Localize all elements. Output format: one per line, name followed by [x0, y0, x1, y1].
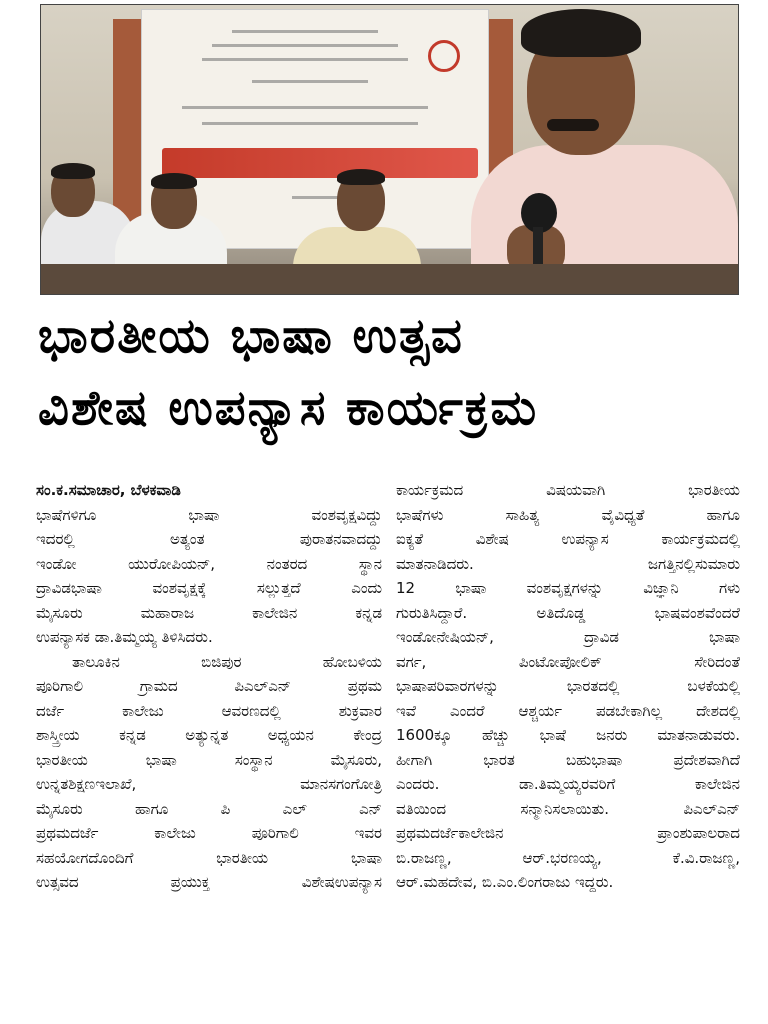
article-line: ಕಾರ್ಯಕ್ರಮದ ವಿಷಯವಾಗಿ ಭಾರತೀಯ	[396, 481, 740, 499]
headline-line-2: ವಿಶೇಷ ಉಪನ್ಯಾಸ ಕಾರ್ಯಕ್ರಮ	[38, 380, 539, 436]
article-column-right	[396, 478, 740, 895]
banner-title-strip	[162, 148, 478, 178]
article-line: ಭಾಷಾಪರಿವಾರಗಳನ್ನು ಭಾರತದಲ್ಲಿ ಬಳಕೆಯಲ್ಲಿ	[396, 677, 740, 695]
article-line: ಭಾರತೀಯ ಭಾಷಾ ಸಂಸ್ಥಾನ ಮೈಸೂರು,	[36, 750, 382, 769]
article-line: ಪ್ರಥಮದರ್ಜೆ ಕಾಲೇಜು ಪೂರಿಗಾಲಿ ಇವರ	[36, 824, 382, 842]
byline: ಸಂ.ಕ.ಸಮಾಚಾರ, ಬೆಳಕವಾಡಿ	[36, 481, 181, 499]
article-column-left	[36, 478, 382, 895]
article-line: ಉತ್ಸವದ ಪ್ರಯುಕ್ತ ವಿಶೇಷಉಪನ್ಯಾಸ	[36, 873, 382, 891]
article-line: ಎಂದರು. ಡಾ.ತಿಮ್ಮಯ್ಯರವರಿಗೆ ಕಾಲೇಜಿನ	[396, 775, 740, 793]
mustache	[547, 119, 599, 131]
article-line: ಮೈಸೂರು ಮಹಾರಾಜ ಕಾಲೇಜಿನ ಕನ್ನಡ	[36, 603, 382, 622]
article-line: ದರ್ಜೆ ಕಾಲೇಜು ಆವರಣದಲ್ಲಿ ಶುಕ್ರವಾರ	[36, 701, 382, 720]
article-line: ಇಂಡೋನೇಷಿಯನ್, ದ್ರಾವಿಡ ಭಾಷಾ	[396, 628, 740, 646]
article-line: ವತಿಯಿಂದ ಸನ್ಮಾನಿಸಲಾಯಿತು. ಪಿಎಲ್‌ಎನ್	[396, 799, 740, 818]
article-line: ಶಾಸ್ತ್ರೀಯ ಕನ್ನಡ ಅತ್ಯುನ್ನತ ಅಧ್ಯಯನ ಕೇಂದ್ರ	[36, 726, 382, 744]
article-line: ಪ್ರಥಮದರ್ಜೆಕಾಲೇಜಿನ ಪ್ರಾಂಶುಪಾಲರಾದ	[396, 824, 740, 842]
article-line: ಆರ್.ಮಹದೇವ, ಬಿ.ಎಂ.ಲಿಂಗರಾಜು ಇದ್ದರು.	[396, 873, 614, 891]
article-line: ಇವೆ ಎಂದರೆ ಆಶ್ಚರ್ಯ ಪಡಬೇಕಾಗಿಲ್ಲ ದೇಶದಲ್ಲಿ	[396, 701, 740, 720]
article-line: ಉಪನ್ಯಾಸಕ ಡಾ.ತಿಮ್ಮಯ್ಯ ತಿಳಿಸಿದರು.	[36, 628, 213, 646]
article-line: ಗುರುತಿಸಿದ್ದಾರೆ. ಅತಿದೊಡ್ಡ ಭಾಷವಂಶವೆಂದರೆ	[396, 603, 740, 622]
article-line: ಮೈಸೂರು ಹಾಗೂ ಪಿ ಎಲ್ ಎನ್	[36, 799, 382, 818]
article-line: ಉನ್ನತಶಿಕ್ಷಣಇಲಾಖೆ, ಮಾನಸಗಂಗೋತ್ರಿ	[36, 775, 382, 793]
article-line: ಬಿ.ರಾಜಣ್ಣ, ಆರ್.ಭರಣಯ್ಯ, ಕೆ.ವಿ.ರಾಜಣ್ಣ,	[396, 848, 740, 867]
article-line: 12 ಭಾಷಾ ವಂಶವೃಕ್ಷಗಳನ್ನು ವಿಜ್ಞಾನಿ ಗಳು	[396, 579, 740, 597]
article-line: ತಾಲೂಕಿನ ಬಿಜಿಪುರ ಹೋಬಳಿಯ	[72, 652, 382, 671]
article-line: ಮಾತನಾಡಿದರು. ಜಗತ್ತಿನಲ್ಲಿಸುಮಾರು	[396, 554, 740, 573]
banner-logo-icon	[428, 40, 460, 72]
headline-line-1: ಭಾರತೀಯ ಭಾಷಾ ಉತ್ಸವ	[38, 308, 464, 364]
article-line: ಐಕ್ಯತೆ ವಿಶೇಷ ಉಪನ್ಯಾಸ ಕಾರ್ಯಕ್ರಮದಲ್ಲಿ	[396, 530, 740, 548]
article-line: ವರ್ಗ, ಪಿಂಟೋಪೋಲಿಕ್ ಸೇರಿದಂತೆ	[396, 652, 740, 671]
article-line: ದ್ರಾವಿಡಭಾಷಾ ವಂಶವೃಕ್ಷಕ್ಕೆ ಸಲ್ಲುತ್ತದೆ ಎಂದು	[36, 579, 382, 597]
microphone-handle	[533, 227, 543, 267]
news-photo	[40, 4, 739, 295]
article-line: ಪೂರಿಗಾಲಿ ಗ್ರಾಮದ ಪಿಎಲ್‌ಎನ್ ಪ್ರಥಮ	[36, 677, 382, 695]
table	[41, 264, 738, 294]
article-line: ಇದರಲ್ಲಿ ಅತ್ಯಂತ ಪುರಾತನವಾದದ್ದು	[36, 530, 382, 548]
article-line: ಇಂಡೋ ಯುರೋಪಿಯನ್, ನಂತರದ ಸ್ಥಾನ	[36, 554, 382, 573]
article-line: ಭಾಷೆಗಳಿಗೂ ಭಾಷಾ ವಂಶವೃಕ್ಷವಿದ್ದು	[36, 505, 382, 524]
article-line: 1600ಕ್ಕೂ ಹೆಚ್ಚು ಭಾಷೆ ಜನರು ಮಾತನಾಡುವರು.	[396, 726, 740, 744]
article-line: ಸಹಯೋಗದೊಂದಿಗೆ ಭಾರತೀಯ ಭಾಷಾ	[36, 848, 382, 867]
article-line: ಭಾಷೆಗಳು ಸಾಹಿತ್ಯ ವೈವಿಧ್ಯತೆ ಹಾಗೂ	[396, 505, 740, 524]
article-line: ಹೀಗಾಗಿ ಭಾರತ ಬಹುಭಾಷಾ ಪ್ರದೇಶವಾಗಿದೆ	[396, 750, 740, 769]
